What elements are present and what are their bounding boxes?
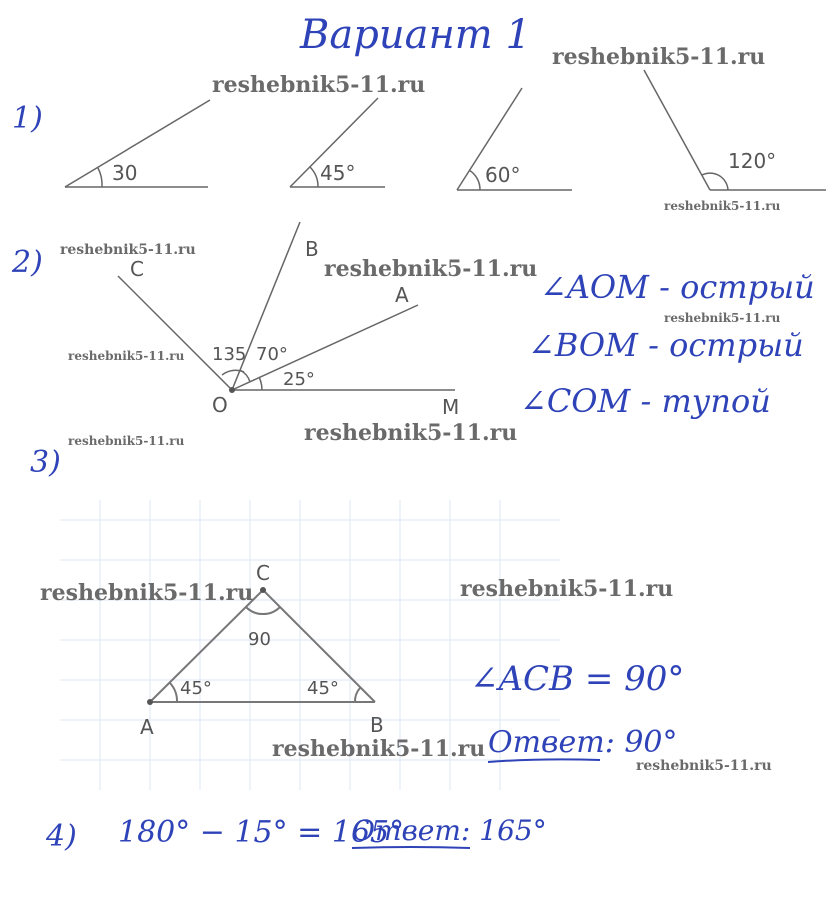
task1-angle-45-label: 45°	[320, 161, 356, 185]
task3-answer: Ответ: 90°	[488, 725, 678, 760]
watermark: reshebnik5-11.ru	[460, 576, 674, 602]
task4-answer-underline	[352, 847, 470, 848]
task2-point-c: C	[130, 257, 144, 281]
point-a-dot	[147, 699, 153, 705]
task2-number: 2)	[12, 245, 43, 280]
task3-number: 3)	[30, 445, 61, 480]
watermark: reshebnik5-11.ru	[68, 434, 185, 448]
task2-point-a: A	[395, 283, 409, 307]
watermark: reshebnik5-11.ru	[272, 736, 486, 762]
watermark: reshebnik5-11.ru	[40, 580, 254, 606]
task1-number: 1)	[12, 101, 43, 136]
task3-angle-a-label: 45°	[180, 678, 212, 699]
task2-point-o: O	[212, 393, 228, 417]
task1-angle-120-label: 120°	[728, 149, 777, 173]
watermark: reshebnik5-11.ru	[60, 242, 196, 258]
task2-conclusion-aom: ∠AOM - острый	[540, 268, 815, 306]
task2-conclusion-bom: ∠BOM - острый	[528, 326, 804, 364]
task1-angle-60-label: 60°	[485, 163, 521, 187]
watermark: reshebnik5-11.ru	[324, 256, 538, 282]
point-c-dot	[260, 587, 266, 593]
task3-point-b: B	[370, 713, 384, 737]
task1-angle-30	[65, 100, 210, 187]
task4-answer: Ответ: 165°	[352, 814, 547, 847]
task4-expression: 180° − 15° = 165°	[118, 815, 405, 850]
watermark: reshebnik5-11.ru	[664, 311, 781, 325]
task2-conclusion-com: ∠COM - тупой	[520, 382, 771, 420]
task1-angle-30-label: 30	[112, 161, 138, 185]
task3-point-a: A	[140, 715, 154, 739]
task2-angle-70-label: 70°	[256, 344, 288, 365]
watermark: reshebnik5-11.ru	[552, 44, 766, 70]
page-title: Вариант 1	[300, 12, 531, 58]
task3-angle-c-label: 90	[248, 629, 271, 650]
task3-point-c: C	[256, 561, 270, 585]
watermark: reshebnik5-11.ru	[664, 199, 781, 213]
task2-angle-25-label: 25°	[283, 369, 315, 390]
watermark: reshebnik5-11.ru	[68, 349, 185, 363]
watermark: reshebnik5-11.ru	[304, 420, 518, 446]
task2-point-b: B	[305, 237, 319, 261]
task3-angle-b-label: 45°	[307, 678, 339, 699]
task3-result: ∠ACB = 90°	[470, 659, 685, 699]
watermark: reshebnik5-11.ru	[636, 758, 772, 774]
task4-number: 4)	[46, 819, 77, 854]
watermark: reshebnik5-11.ru	[212, 72, 426, 98]
point-o-dot	[229, 387, 235, 393]
task2-angle-135-label: 135	[212, 344, 247, 365]
task2-point-m: M	[442, 395, 460, 419]
